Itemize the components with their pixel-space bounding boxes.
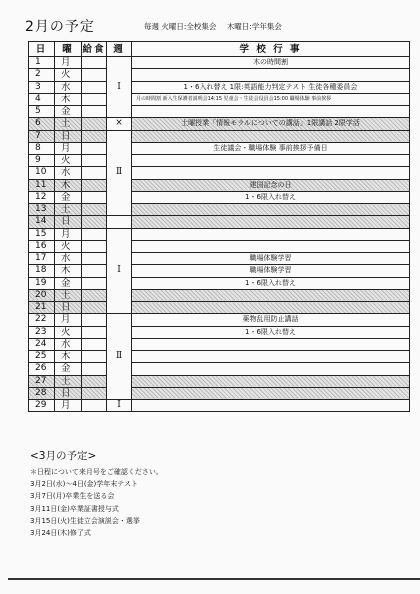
weekday-cell: 金 [55, 106, 82, 118]
lunch-cell [82, 387, 107, 399]
col-header-events: 学 校 行 事 [132, 42, 410, 57]
march-line: 3月11日(金)卒業証書授与式 [30, 504, 119, 513]
weekday-cell: 土 [55, 118, 82, 130]
march-line: 3月24日(木)修了式 [30, 528, 91, 537]
lunch-cell [82, 277, 107, 289]
lunch-cell [82, 130, 107, 142]
table-row [29, 289, 410, 301]
event-cell [132, 351, 410, 363]
lunch-cell [82, 363, 107, 375]
table-row [29, 351, 410, 363]
table-row [29, 375, 410, 387]
week-cell [107, 216, 132, 228]
table-row [29, 240, 410, 252]
lunch-cell [82, 228, 107, 240]
weekly-note-tuesday: 毎週 火曜日:全校集会 [144, 22, 217, 31]
weekday-cell: 土 [55, 289, 82, 301]
day-cell: 25 [29, 351, 55, 363]
table-row [29, 338, 410, 350]
table-row [29, 167, 410, 179]
march-lines [30, 466, 163, 539]
weekday-cell: 水 [55, 167, 82, 179]
table-row [29, 387, 410, 399]
day-cell: 20 [29, 289, 55, 301]
table-row [29, 363, 410, 375]
table-row [29, 302, 410, 314]
weekday-cell: 火 [55, 69, 82, 81]
weekday-cell: 土 [55, 375, 82, 387]
table-row [29, 228, 410, 240]
table-body [29, 57, 410, 412]
week-cell: Ⅱ [107, 314, 132, 400]
event-cell: 土曜授業「情報モラルについての講話」1限講話 2限学活 [132, 118, 410, 130]
lunch-cell [82, 216, 107, 228]
event-cell: 月の時間割 新入生保護者説明会14:15 児童会・生徒会役員会15:00 職場体験 事前挨拶 [132, 93, 410, 105]
lunch-cell [82, 179, 107, 191]
table-row [29, 191, 410, 203]
day-cell: 16 [29, 240, 55, 252]
table-row [29, 130, 410, 142]
day-cell: 23 [29, 326, 55, 338]
day-cell: 12 [29, 191, 55, 203]
day-cell: 14 [29, 216, 55, 228]
weekday-cell: 火 [55, 326, 82, 338]
table-row [29, 253, 410, 265]
lunch-cell [82, 265, 107, 277]
weekday-cell: 木 [55, 351, 82, 363]
weekly-note-thursday: 木曜日:学年集会 [226, 22, 282, 31]
table-row [29, 204, 410, 216]
event-cell [132, 240, 410, 252]
weekday-cell: 木 [55, 265, 82, 277]
lunch-cell [82, 289, 107, 301]
lunch-cell [82, 253, 107, 265]
lunch-cell [82, 314, 107, 326]
weekday-cell: 金 [55, 363, 82, 375]
lunch-cell [82, 69, 107, 81]
weekday-cell: 金 [55, 277, 82, 289]
table-row [29, 118, 410, 130]
day-cell: 5 [29, 106, 55, 118]
event-cell [132, 400, 410, 412]
lunch-cell [82, 400, 107, 412]
weekday-cell: 木 [55, 93, 82, 105]
lunch-cell [82, 167, 107, 179]
weekly-assembly-note [144, 21, 290, 32]
event-cell [132, 338, 410, 350]
day-cell: 17 [29, 253, 55, 265]
event-cell: 職場体験学習 [132, 253, 410, 265]
weekday-cell: 火 [55, 240, 82, 252]
event-cell [132, 289, 410, 301]
lunch-cell [82, 142, 107, 154]
event-cell [132, 130, 410, 142]
event-cell [132, 387, 410, 399]
event-cell: 1・6限入れ替え [132, 277, 410, 289]
day-cell: 19 [29, 277, 55, 289]
event-cell: 1・6限入れ替え [132, 326, 410, 338]
table-row [29, 106, 410, 118]
day-cell: 13 [29, 204, 55, 216]
weekday-cell: 日 [55, 130, 82, 142]
table-row [29, 69, 410, 81]
week-cell: Ⅰ [107, 228, 132, 314]
lunch-cell [82, 375, 107, 387]
march-title: <3月の予定> [30, 450, 97, 462]
march-line: 3月15日(火)生徒立会演説会・選挙 [30, 516, 140, 525]
event-cell [132, 302, 410, 314]
weekday-cell: 火 [55, 155, 82, 167]
event-cell: 薬物乱用防止講話 [132, 314, 410, 326]
day-cell: 9 [29, 155, 55, 167]
lunch-cell [82, 57, 107, 69]
weekday-cell: 月 [55, 400, 82, 412]
event-cell [132, 216, 410, 228]
event-cell: 建国記念の日 [132, 179, 410, 191]
event-cell [132, 375, 410, 387]
weekday-cell: 日 [55, 387, 82, 399]
table-row [29, 93, 410, 105]
event-cell [132, 167, 410, 179]
day-cell: 1 [29, 57, 55, 69]
weekday-cell: 日 [55, 216, 82, 228]
bottom-rule [8, 578, 420, 580]
march-line: 3月2日(水)～4日(金)学年末テスト [30, 480, 139, 489]
march-line: ＊日程について来月号をご確認ください。 [30, 468, 163, 476]
table-row [29, 277, 410, 289]
week-cell: Ⅰ [107, 400, 132, 412]
lunch-cell [82, 155, 107, 167]
day-cell: 21 [29, 302, 55, 314]
day-cell: 8 [29, 142, 55, 154]
day-cell: 3 [29, 81, 55, 93]
day-cell: 26 [29, 363, 55, 375]
table-row [29, 81, 410, 93]
event-cell [132, 363, 410, 375]
table-header-row [29, 42, 410, 57]
day-cell: 24 [29, 338, 55, 350]
col-header-day: 日 [29, 42, 55, 57]
event-cell [132, 204, 410, 216]
table-row [29, 142, 410, 154]
lunch-cell [82, 81, 107, 93]
day-cell: 4 [29, 93, 55, 105]
table-row [29, 155, 410, 167]
day-cell: 29 [29, 400, 55, 412]
week-cell: Ⅰ [107, 57, 132, 118]
day-cell: 10 [29, 167, 55, 179]
weekday-cell: 木 [55, 179, 82, 191]
day-cell: 11 [29, 179, 55, 191]
table-row [29, 57, 410, 69]
event-cell [132, 69, 410, 81]
lunch-cell [82, 240, 107, 252]
table-row [29, 400, 410, 412]
weekday-cell: 水 [55, 338, 82, 350]
weekday-cell: 水 [55, 253, 82, 265]
page-title: 2月の予定 [25, 19, 95, 35]
col-header-lunch: 給食 [82, 43, 106, 55]
day-cell: 22 [29, 314, 55, 326]
weekday-cell: 月 [55, 228, 82, 240]
weekday-cell: 月 [55, 314, 82, 326]
day-cell: 2 [29, 69, 55, 81]
lunch-cell [82, 302, 107, 314]
col-header-week: 週 [107, 42, 132, 57]
table-row [29, 326, 410, 338]
lunch-cell [82, 93, 107, 105]
weekday-cell: 水 [55, 81, 82, 93]
march-schedule [30, 448, 163, 539]
day-cell: 6 [29, 118, 55, 130]
day-cell: 18 [29, 265, 55, 277]
event-cell: 1・6入れ替え 1限:英語能力判定テスト 生徒各種委員会 [132, 81, 410, 93]
event-cell [132, 106, 410, 118]
event-cell [132, 155, 410, 167]
event-cell: 1・6限入れ替え [132, 191, 410, 203]
lunch-cell [82, 118, 107, 130]
lunch-cell [82, 191, 107, 203]
weekday-cell: 土 [55, 204, 82, 216]
table-row [29, 314, 410, 326]
col-header-weekday: 曜 [55, 42, 82, 57]
lunch-cell [82, 338, 107, 350]
day-cell: 7 [29, 130, 55, 142]
march-line: 3月7日(月)卒業生を送る会 [30, 492, 115, 501]
day-cell: 28 [29, 387, 55, 399]
event-cell: 木の時間割 [132, 57, 410, 69]
weekday-cell: 月 [55, 57, 82, 69]
event-cell [132, 228, 410, 240]
lunch-cell [82, 326, 107, 338]
lunch-cell [82, 204, 107, 216]
event-cell: 生徒議会・職場体験 事前挨拶予備日 [132, 142, 410, 154]
event-cell: 職場体験学習 [132, 265, 410, 277]
lunch-cell [82, 351, 107, 363]
lunch-cell [82, 106, 107, 118]
table-row [29, 265, 410, 277]
table-row [29, 216, 410, 228]
table-row [29, 179, 410, 191]
week-cell: Ⅱ [107, 130, 132, 216]
day-cell: 15 [29, 228, 55, 240]
february-schedule-table [28, 41, 410, 412]
weekday-cell: 金 [55, 191, 82, 203]
week-cell: × [107, 118, 132, 130]
weekday-cell: 月 [55, 142, 82, 154]
day-cell: 27 [29, 375, 55, 387]
weekday-cell: 日 [55, 302, 82, 314]
